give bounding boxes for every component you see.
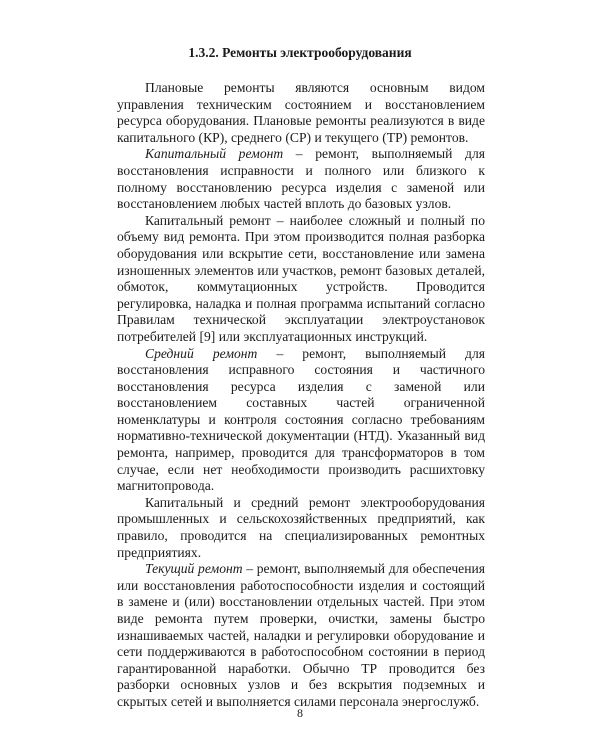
paragraph-text: – ремонт, выполняемый для обеспечения или восстановления работоспособности изделия и состоящий в замене и (или) восстановлении отдельных частей. При этом виде ремонта путем проверки, очистки, замены быстро изнашиваемых частей, наладки и регулировки оборудование и сети поддерживаются в работоспособном состоянии в период гарантированной наработки. Обычно ТР проводится без разборки основных узлов и без вскрытия подземных и скрытых сетей и выполняется силами персонала энергослужб.: [117, 561, 485, 709]
paragraph-term: Текущий ремонт: [145, 561, 243, 577]
paragraph-term: Средний ремонт: [145, 345, 258, 361]
paragraph: [117, 213, 485, 346]
paragraph: [117, 346, 485, 495]
section-heading: 1.3.2. Ремонты электрооборудования: [188, 45, 412, 60]
paragraph-text: Плановые ремонты являются основным видом управления техническим состоянием и восстановлением ресурса оборудования. Плановые ремонты реализуются в виде капитального (КР), среднего (СР) и текущего (ТР) ремонтов.: [117, 80, 485, 145]
paragraph-text: Капитальный и средний ремонт электрооборудования промышленных и сельскохозяйственных предприятий, как правило, проводится на специализированных ремонтных предприятиях.: [117, 494, 485, 560]
paragraph: [117, 146, 485, 212]
paragraph-text: Капитальный ремонт – наиболее сложный и полный по объему вид ремонта. При этом производится полная разборка оборудования или вскрытие сети, восстановление или замена изношенных элементов или участков, ремонт базовых деталей, обмоток, коммутационных устройств. Проводится регулировка, наладка и полная программа испытаний согласно Правилам технической эксплуатации электроустановок потребителей [9] или эксплуатационных инструкций.: [117, 212, 485, 344]
paragraph-text: – ремонт, выполняемый для восстановления исправного состояния и частичного восстановления ресурса изделия с заменой или восстановлением составных частей ограниченной номенклатуры и контроля состояния согласно требованиям нормативно-технической документации (НТД). Указанный вид ремонта, например, проводится для трансформаторов в том случае, если нет необходимости производить расшихтовку магнитопровода.: [117, 345, 486, 494]
page-number: 8: [297, 706, 303, 720]
paragraph-text: – ремонт, выполняемый для восстановления исправности и полного или близкого к полному восстановлению ресурса изделия с заменой или восстановлением любых частей вплоть до базовых узлов.: [117, 146, 486, 212]
paragraph: [117, 561, 485, 710]
paragraph: [117, 495, 485, 561]
body-text: [117, 80, 485, 711]
paragraph: [117, 80, 485, 146]
paragraph-term: Капитальный ремонт: [145, 146, 284, 162]
